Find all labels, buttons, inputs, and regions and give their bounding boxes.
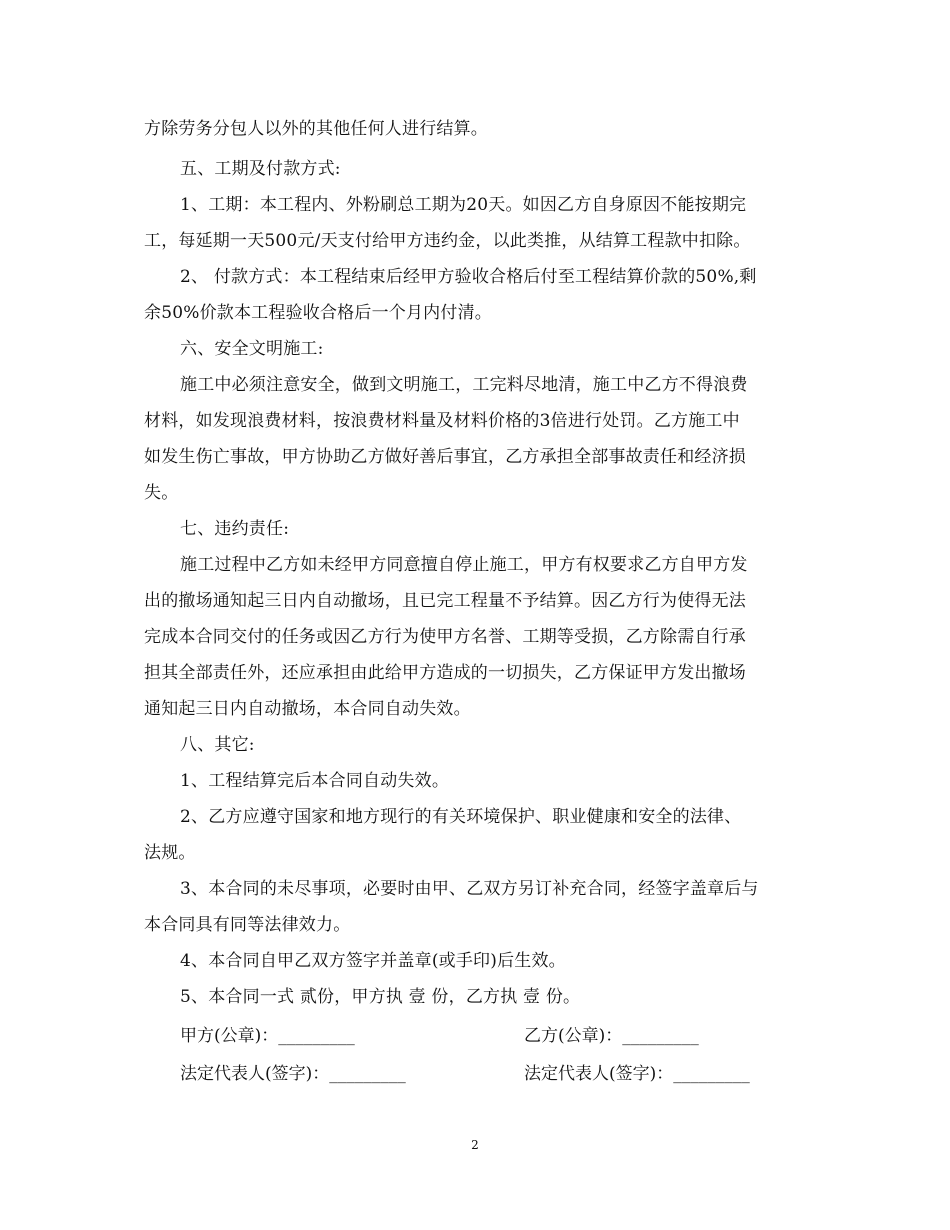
paragraph-line: 失。 <box>144 483 179 503</box>
paragraph-line: 施工过程中乙方如未经甲方同意擅自停止施工，甲方有权要求乙方自甲方发 <box>180 555 748 575</box>
paragraph-line: 3、本合同的未尽事项，必要时由甲、乙双方另订补充合同，经签字盖章后与 <box>180 879 759 899</box>
party-a-seal-line: 甲方(公章)：_________ <box>180 1026 355 1046</box>
paragraph-line: 2、 付款方式：本工程结束后经甲方验收合格后付至工程结算价款的50%,剩 <box>180 267 757 287</box>
paragraph-line: 4、本合同自甲乙双方签字并盖章(或手印)后生效。 <box>180 951 566 971</box>
paragraph-line: 出的撤场通知起三日内自动撤场，且已完工程量不予结算。因乙方行为使得无法 <box>144 591 746 611</box>
party-b-representative-line: 法定代表人(签字)：_________ <box>524 1064 750 1084</box>
paragraph-line: 本合同具有同等法律效力。 <box>144 915 351 935</box>
paragraph-line: 完成本合同交付的任务或因乙方行为使甲方名誉、工期等受损，乙方除需自行承 <box>144 627 746 647</box>
paragraph-line: 担其全部责任外，还应承担由此给甲方造成的一切损失，乙方保证甲方发出撤场 <box>144 663 746 683</box>
section-heading: 五、工期及付款方式: <box>180 159 341 179</box>
paragraph-line: 1、工期：本工程内、外粉刷总工期为20天。如因乙方自身原因不能按期完 <box>180 195 747 215</box>
paragraph-line: 5、本合同一式 贰份，甲方执 壹 份，乙方执 壹 份。 <box>180 987 581 1007</box>
paragraph-line: 2、乙方应遵守国家和地方现行的有关环境保护、职业健康和安全的法律、 <box>180 807 742 827</box>
paragraph-line: 方除劳务分包人以外的其他任何人进行结算。 <box>144 119 488 139</box>
paragraph-line: 如发生伤亡事故，甲方协助乙方做好善后事宜，乙方承担全部事故责任和经济损 <box>144 447 746 467</box>
party-b-seal-line: 乙方(公章)：_________ <box>524 1026 699 1046</box>
party-a-representative-line: 法定代表人(签字)：_________ <box>180 1064 406 1084</box>
page-number: 2 <box>471 1138 479 1152</box>
paragraph-line: 1、工程结算完后本合同自动失效。 <box>180 771 450 791</box>
section-heading: 八、其它: <box>180 735 255 755</box>
paragraph-line: 余50%价款本工程验收合格后一个月内付清。 <box>144 303 492 323</box>
paragraph-line: 法规。 <box>144 843 196 863</box>
section-heading: 七、违约责任: <box>180 519 290 539</box>
paragraph-line: 材料，如发现浪费材料，按浪费材料量及材料价格的3倍进行处罚。乙方施工中 <box>144 411 740 431</box>
paragraph-line: 施工中必须注意安全，做到文明施工，工完料尽地清，施工中乙方不得浪费 <box>180 375 748 395</box>
section-heading: 六、安全文明施工: <box>180 339 324 359</box>
paragraph-line: 通知起三日内自动撤场，本合同自动失效。 <box>144 699 471 719</box>
paragraph-line: 工，每延期一天500元/天支付给甲方违约金，以此类推，从结算工程款中扣除。 <box>144 231 751 251</box>
